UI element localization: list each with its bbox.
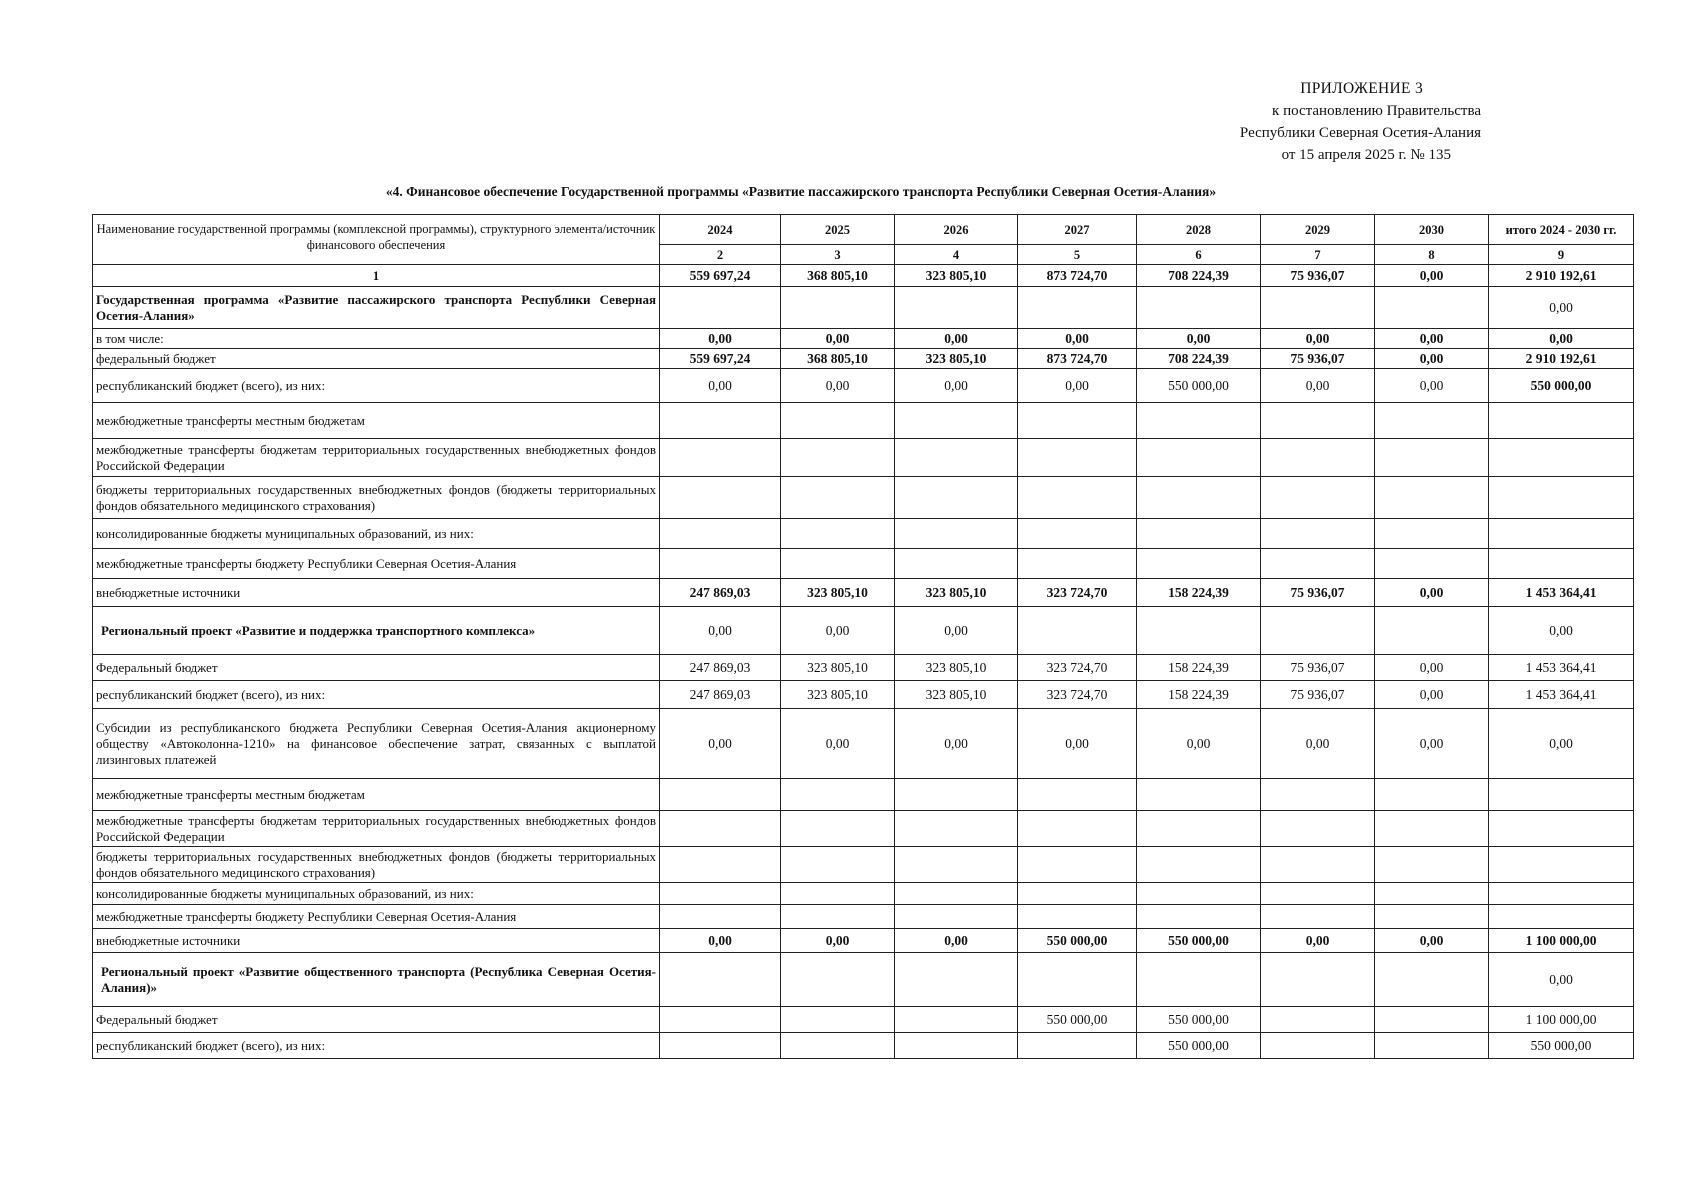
value-cell: 75 936,07 [1261,681,1375,709]
total-cell [1489,883,1634,905]
value-cell [1137,779,1261,811]
value-cell [1018,1033,1137,1059]
total-cell [1489,403,1634,439]
value-cell [895,883,1018,905]
value-cell: 323 805,10 [781,681,895,709]
value-cell [1137,905,1261,929]
value-cell: 323 805,10 [781,579,895,607]
value-cell: 0,00 [1375,265,1489,287]
value-cell [1261,607,1375,655]
value-cell: 158 224,39 [1137,681,1261,709]
column-index: 4 [895,245,1018,265]
value-cell: 323 805,10 [895,349,1018,369]
value-cell [1018,439,1137,477]
value-cell [1375,519,1489,549]
appendix-header [1240,78,1481,166]
value-cell [781,1007,895,1033]
value-cell [660,811,781,847]
value-cell [1261,403,1375,439]
value-cell [1137,847,1261,883]
name-column-header: Наименование государственной программы (комплексной программы), структурного элемента/источник финансового обеспечения [93,215,660,265]
value-cell [1018,953,1137,1007]
value-cell [1018,779,1137,811]
value-cell: 550 000,00 [1137,1007,1261,1033]
row-name: межбюджетные трансферты местным бюджетам [93,403,660,439]
value-cell [781,1033,895,1059]
appendix-line-1: к постановлению Правительства [1272,103,1481,119]
value-cell: 0,00 [895,607,1018,655]
value-cell [1261,439,1375,477]
value-cell: 550 000,00 [1137,929,1261,953]
total-header: итого 2024 - 2030 гг. [1489,215,1634,245]
value-cell: 708 224,39 [1137,349,1261,369]
total-cell: 2 910 192,61 [1489,349,1634,369]
row-name: Региональный проект «Развитие и поддержка транспортного комплекса» [93,607,660,655]
value-cell: 0,00 [781,369,895,403]
value-cell [1137,477,1261,519]
value-cell [660,549,781,579]
row-name: республиканский бюджет (всего), из них: [93,1033,660,1059]
table-row [93,439,1634,477]
row-name: Государственная программа «Развитие пассажирского транспорта Республики Северная Осетия-Алания» [93,287,660,329]
value-cell [781,403,895,439]
value-cell: 323 724,70 [1018,655,1137,681]
value-cell [1261,953,1375,1007]
total-cell: 0,00 [1489,329,1634,349]
total-cell [1489,905,1634,929]
value-cell [1261,549,1375,579]
value-cell [781,549,895,579]
value-cell [1018,847,1137,883]
value-cell [1137,403,1261,439]
value-cell [1018,519,1137,549]
value-cell: 368 805,10 [781,349,895,369]
value-cell: 0,00 [660,369,781,403]
value-cell [1137,549,1261,579]
value-cell: 0,00 [1018,369,1137,403]
table-row [93,1033,1634,1059]
value-cell [895,477,1018,519]
value-cell [1375,403,1489,439]
value-cell [660,883,781,905]
total-cell: 0,00 [1489,607,1634,655]
value-cell: 0,00 [1018,329,1137,349]
value-cell: 368 805,10 [781,265,895,287]
value-cell [895,439,1018,477]
total-cell [1489,847,1634,883]
value-cell [1261,287,1375,329]
column-index: 7 [1261,245,1375,265]
value-cell: 559 697,24 [660,349,781,369]
value-cell [895,1007,1018,1033]
value-cell [1375,549,1489,579]
value-cell [1018,607,1137,655]
row-name: внебюджетные источники [93,929,660,953]
column-index: 2 [660,245,781,265]
row-name: бюджеты территориальных государственных внебюджетных фондов (бюджеты территориальных фондов обязательного медицинского страхования) [93,477,660,519]
value-cell [1137,607,1261,655]
total-cell [1489,477,1634,519]
value-cell [1018,811,1137,847]
column-index: 5 [1018,245,1137,265]
row-name: межбюджетные трансферты бюджету Республики Северная Осетия-Алания [93,905,660,929]
value-cell: 0,00 [660,607,781,655]
value-cell: 0,00 [1375,709,1489,779]
value-cell [895,549,1018,579]
total-cell: 1 453 364,41 [1489,655,1634,681]
total-cell: 550 000,00 [1489,1033,1634,1059]
value-cell [895,287,1018,329]
table-row [93,265,1634,287]
table-row [93,477,1634,519]
value-cell [1137,519,1261,549]
value-cell [660,519,781,549]
year-header: 2024 [660,215,781,245]
value-cell [781,847,895,883]
table-row [93,287,1634,329]
value-cell: 0,00 [1375,929,1489,953]
value-cell: 550 000,00 [1018,929,1137,953]
row-name: межбюджетные трансферты бюджетам территориальных государственных внебюджетных фондов Российской Федерации [93,439,660,477]
value-cell [1261,883,1375,905]
value-cell: 323 805,10 [895,579,1018,607]
row-name: федеральный бюджет [93,349,660,369]
value-cell: 75 936,07 [1261,265,1375,287]
total-cell [1489,439,1634,477]
value-cell: 0,00 [1375,579,1489,607]
table-row [93,349,1634,369]
value-cell [1375,607,1489,655]
value-cell: 247 869,03 [660,681,781,709]
value-cell: 0,00 [895,709,1018,779]
value-cell: 0,00 [781,709,895,779]
table-row [93,369,1634,403]
value-cell [1018,287,1137,329]
value-cell [1375,477,1489,519]
value-cell [781,519,895,549]
value-cell [895,779,1018,811]
value-cell: 0,00 [1375,369,1489,403]
value-cell [1375,953,1489,1007]
value-cell [781,287,895,329]
value-cell [1137,287,1261,329]
value-cell: 0,00 [660,929,781,953]
value-cell [660,847,781,883]
value-cell: 0,00 [1137,329,1261,349]
value-cell: 75 936,07 [1261,349,1375,369]
table-row [93,549,1634,579]
value-cell [1137,883,1261,905]
table-row [93,519,1634,549]
value-cell [1261,905,1375,929]
value-cell: 0,00 [1137,709,1261,779]
table-row [93,779,1634,811]
table-row [93,811,1634,847]
value-cell [1018,403,1137,439]
row-name: бюджеты территориальных государственных внебюджетных фондов (бюджеты территориальных фондов обязательного медицинского страхования) [93,847,660,883]
value-cell: 323 724,70 [1018,579,1137,607]
total-cell: 550 000,00 [1489,369,1634,403]
value-cell: 323 724,70 [1018,681,1137,709]
total-cell: 0,00 [1489,709,1634,779]
total-cell [1489,549,1634,579]
value-cell [1261,1007,1375,1033]
table-row [93,847,1634,883]
value-cell: 550 000,00 [1018,1007,1137,1033]
row-name: в том числе: [93,329,660,349]
value-cell [1375,439,1489,477]
row-name: межбюджетные трансферты местным бюджетам [93,779,660,811]
row-name: межбюджетные трансферты бюджету Республики Северная Осетия-Алания [93,549,660,579]
value-cell [660,287,781,329]
column-index: 9 [1489,245,1634,265]
value-cell: 0,00 [1261,329,1375,349]
table-row [93,579,1634,607]
row-name: межбюджетные трансферты бюджетам территориальных государственных внебюджетных фондов Российской Федерации [93,811,660,847]
value-cell [781,477,895,519]
value-cell [660,905,781,929]
total-cell [1489,779,1634,811]
value-cell [1018,905,1137,929]
row-name: Федеральный бюджет [93,1007,660,1033]
document-title: «4. Финансовое обеспечение Государственной программы «Развитие пассажирского транспорта Республики Северная Осетия-Алания» [385,184,1217,199]
value-cell [1375,1007,1489,1033]
table-row [93,953,1634,1007]
value-cell [1137,953,1261,1007]
value-cell [660,439,781,477]
appendix-number: ПРИЛОЖЕНИЕ 3 [1300,80,1423,97]
value-cell [895,847,1018,883]
value-cell [895,519,1018,549]
value-cell: 247 869,03 [660,655,781,681]
value-cell: 323 805,10 [895,655,1018,681]
value-cell [1137,439,1261,477]
value-cell [1018,549,1137,579]
appendix-line-2: Республики Северная Осетия-Алания [1239,125,1481,141]
value-cell [781,905,895,929]
value-cell [1261,519,1375,549]
column-index: 6 [1137,245,1261,265]
total-cell [1489,519,1634,549]
value-cell: 0,00 [1375,349,1489,369]
value-cell [1375,883,1489,905]
table-row [93,655,1634,681]
value-cell: 323 805,10 [781,655,895,681]
row-name: Федеральный бюджет [93,655,660,681]
row-name: республиканский бюджет (всего), из них: [93,369,660,403]
table-row [93,329,1634,349]
value-cell: 550 000,00 [1137,1033,1261,1059]
value-cell: 158 224,39 [1137,579,1261,607]
value-cell [895,811,1018,847]
table-row [93,681,1634,709]
value-cell [1261,1033,1375,1059]
total-cell [1489,811,1634,847]
value-cell: 873 724,70 [1018,265,1137,287]
row-name: Региональный проект «Развитие общественного транспорта (Республика Северная Осетия-Алания)» [93,953,660,1007]
value-cell: 0,00 [895,369,1018,403]
value-cell [1261,847,1375,883]
value-cell: 158 224,39 [1137,655,1261,681]
year-header: 2025 [781,215,895,245]
value-cell [895,1033,1018,1059]
value-cell: 0,00 [1261,369,1375,403]
value-cell: 0,00 [660,329,781,349]
value-cell: 75 936,07 [1261,579,1375,607]
value-cell: 550 000,00 [1137,369,1261,403]
value-cell: 873 724,70 [1018,349,1137,369]
value-cell [1375,779,1489,811]
total-cell: 1 453 364,41 [1489,579,1634,607]
table-row [93,883,1634,905]
value-cell: 708 224,39 [1137,265,1261,287]
value-cell [1375,1033,1489,1059]
value-cell: 247 869,03 [660,579,781,607]
column-index: 1 [93,265,660,287]
value-cell: 0,00 [781,329,895,349]
appendix-line-3: от 15 апреля 2025 г. № 135 [1281,147,1451,163]
value-cell [1375,811,1489,847]
value-cell [1375,905,1489,929]
table-row [93,929,1634,953]
value-cell: 323 805,10 [895,265,1018,287]
total-cell: 0,00 [1489,287,1634,329]
row-name: республиканский бюджет (всего), из них: [93,681,660,709]
value-cell [1261,477,1375,519]
year-header: 2029 [1261,215,1375,245]
total-cell: 1 100 000,00 [1489,1007,1634,1033]
row-name: внебюджетные источники [93,579,660,607]
value-cell [781,439,895,477]
year-header: 2030 [1375,215,1489,245]
value-cell [1261,779,1375,811]
value-cell [1375,287,1489,329]
total-cell: 1 100 000,00 [1489,929,1634,953]
value-cell: 0,00 [1261,929,1375,953]
table-row [93,607,1634,655]
value-cell: 0,00 [895,329,1018,349]
year-header: 2027 [1018,215,1137,245]
value-cell [660,1033,781,1059]
value-cell: 0,00 [781,929,895,953]
year-header: 2028 [1137,215,1261,245]
value-cell: 559 697,24 [660,265,781,287]
table-row [93,1007,1634,1033]
header-row [93,215,1634,245]
value-cell [895,953,1018,1007]
total-cell: 1 453 364,41 [1489,681,1634,709]
table-row [93,905,1634,929]
value-cell [660,779,781,811]
value-cell [660,403,781,439]
financial-table [92,214,1634,1059]
value-cell [1375,847,1489,883]
value-cell [781,779,895,811]
value-cell: 0,00 [781,607,895,655]
value-cell [781,811,895,847]
value-cell: 0,00 [1375,329,1489,349]
value-cell [895,403,1018,439]
value-cell: 75 936,07 [1261,655,1375,681]
table-row [93,709,1634,779]
value-cell [660,477,781,519]
value-cell: 0,00 [660,709,781,779]
value-cell: 0,00 [1261,709,1375,779]
value-cell: 0,00 [1375,655,1489,681]
row-name: консолидированные бюджеты муниципальных образований, из них: [93,883,660,905]
value-cell [1018,477,1137,519]
value-cell [1018,883,1137,905]
row-name: консолидированные бюджеты муниципальных образований, из них: [93,519,660,549]
column-index: 8 [1375,245,1489,265]
value-cell: 323 805,10 [895,681,1018,709]
value-cell [781,953,895,1007]
total-cell: 2 910 192,61 [1489,265,1634,287]
value-cell [895,905,1018,929]
table-row [93,403,1634,439]
value-cell [660,953,781,1007]
value-cell: 0,00 [895,929,1018,953]
value-cell [781,883,895,905]
value-cell [660,1007,781,1033]
value-cell: 0,00 [1018,709,1137,779]
total-cell: 0,00 [1489,953,1634,1007]
row-name: Субсидии из республиканского бюджета Республики Северная Осетия-Алания акционерному обществу «Автоколонна-1210» на финансовое обеспечение затрат, связанных с выплатой лизинговых платежей [93,709,660,779]
value-cell [1261,811,1375,847]
value-cell [1137,811,1261,847]
value-cell: 0,00 [1375,681,1489,709]
column-index: 3 [781,245,895,265]
year-header: 2026 [895,215,1018,245]
